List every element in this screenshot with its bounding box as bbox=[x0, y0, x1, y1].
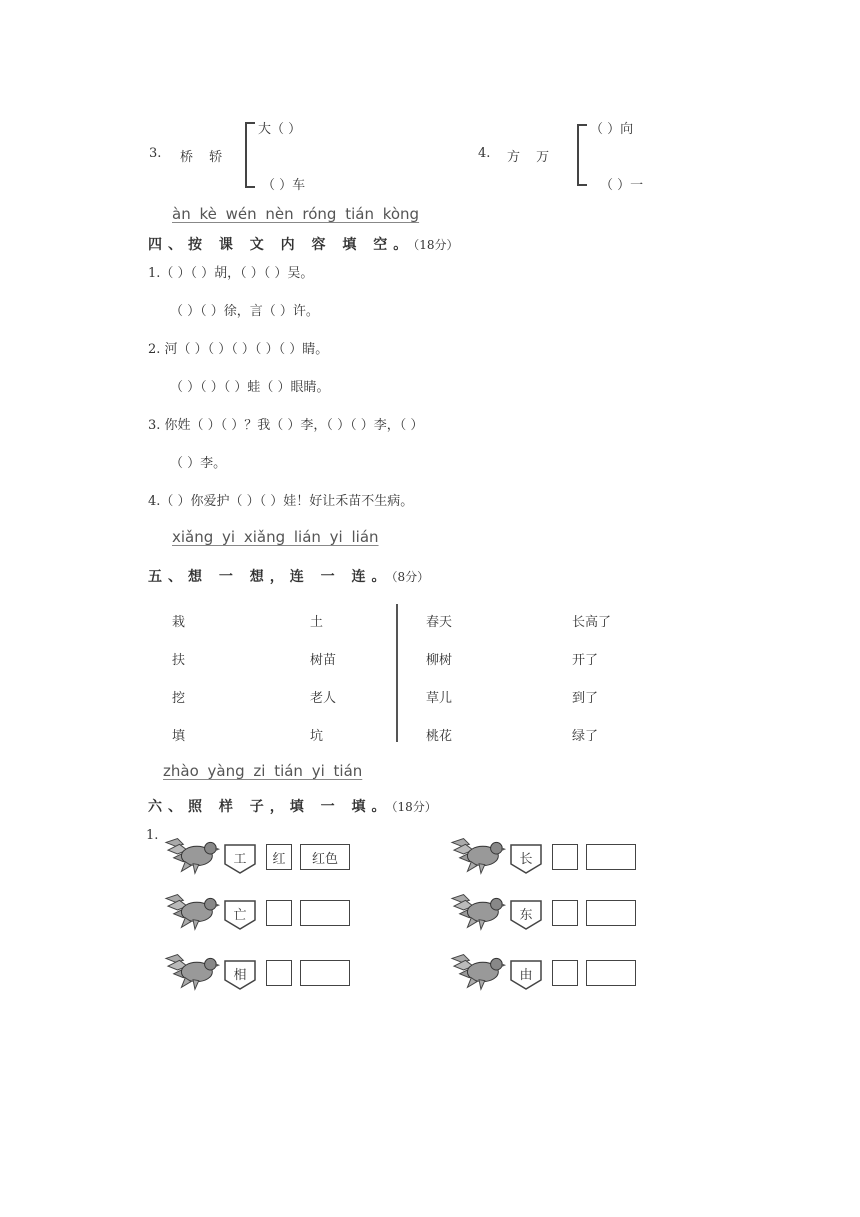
bracket-top-line: 大（ ） bbox=[258, 122, 302, 137]
section4-title bbox=[148, 234, 459, 254]
match-item-col3: 春天 bbox=[426, 615, 453, 630]
bird-icon bbox=[164, 948, 222, 992]
answer-box-word[interactable] bbox=[586, 900, 636, 926]
answer-box-word[interactable] bbox=[300, 960, 350, 986]
bird-icon bbox=[164, 832, 222, 876]
match-item-col1: 扶 bbox=[172, 653, 186, 668]
section-points: （18分） bbox=[391, 800, 437, 814]
bracket-bottom-line: （ ）车 bbox=[262, 178, 306, 193]
answer-box-word[interactable]: 红色 bbox=[300, 844, 350, 870]
bracket-bottom-line: （ ）一 bbox=[600, 178, 644, 193]
match-item-col1: 填 bbox=[172, 729, 186, 744]
match-item-col2: 老人 bbox=[310, 691, 337, 706]
match-item-col4: 开了 bbox=[572, 653, 599, 668]
question-number: 4. bbox=[478, 146, 491, 161]
answer-box-word[interactable] bbox=[586, 844, 636, 870]
answer-box-char[interactable] bbox=[552, 844, 578, 870]
section-points: （8分） bbox=[391, 570, 430, 584]
section5-title bbox=[148, 566, 429, 586]
match-item-col1: 挖 bbox=[172, 691, 186, 706]
section-points: （18分） bbox=[413, 238, 459, 252]
bird-icon bbox=[450, 948, 508, 992]
house-char: 亡 bbox=[233, 908, 247, 923]
fill-line: （ ）（ ）徐，言（ ）许。 bbox=[170, 304, 319, 319]
answer-box-word[interactable] bbox=[586, 960, 636, 986]
section6-title bbox=[148, 796, 437, 816]
match-item-col2: 坑 bbox=[310, 729, 324, 744]
match-item-col4: 到了 bbox=[572, 691, 599, 706]
bird-icon bbox=[164, 888, 222, 932]
answer-box-word[interactable] bbox=[300, 900, 350, 926]
bird-icon bbox=[450, 832, 508, 876]
match-item-col3: 柳树 bbox=[426, 653, 453, 668]
house-char: 长 bbox=[519, 852, 533, 867]
answer-box-char[interactable] bbox=[552, 900, 578, 926]
curly-bracket bbox=[245, 122, 255, 188]
house-char: 东 bbox=[519, 908, 533, 923]
house-char: 相 bbox=[233, 968, 247, 983]
answer-box-char[interactable]: 红 bbox=[266, 844, 292, 870]
answer-box-char[interactable] bbox=[266, 900, 292, 926]
question-chars: 方 万 bbox=[507, 150, 556, 165]
question-number: 3. bbox=[149, 146, 162, 161]
answer-box-char[interactable] bbox=[552, 960, 578, 986]
section6-pinyin: zhào yàng zi tián yi tián bbox=[163, 762, 363, 780]
fill-line: 2. 河（ ）（ ）（ ）（ ）（ ）睛。 bbox=[148, 342, 329, 357]
match-item-col3: 桃花 bbox=[426, 729, 453, 744]
section5-pinyin: xiǎng yi xiǎng lián yi lián bbox=[172, 528, 379, 546]
question-chars: 桥 轿 bbox=[180, 150, 229, 165]
curly-bracket bbox=[577, 124, 587, 186]
section-title-text: 五、想 一 想，连 一 连。 bbox=[148, 569, 392, 585]
match-item-col4: 长高了 bbox=[572, 615, 612, 630]
bird-icon bbox=[450, 888, 508, 932]
bracket-top-line: （ ）向 bbox=[590, 122, 634, 137]
fill-line: 1.（ ）（ ）胡，（ ）（ ）吴。 bbox=[148, 266, 314, 281]
match-item-col1: 栽 bbox=[172, 615, 186, 630]
match-item-col3: 草儿 bbox=[426, 691, 453, 706]
house-char: 工 bbox=[233, 852, 247, 867]
divider-line bbox=[396, 604, 398, 742]
fill-line: （ ）李。 bbox=[170, 456, 227, 471]
house-char: 由 bbox=[519, 968, 533, 983]
section-title-text: 四、按 课 文 内 容 填 空。 bbox=[148, 237, 414, 253]
fill-line: 3. 你姓（ ）（ ）？我（ ）李，（ ）（ ）李，（ ） bbox=[148, 418, 424, 433]
match-item-col2: 树苗 bbox=[310, 653, 337, 668]
match-item-col4: 绿了 bbox=[572, 729, 599, 744]
answer-box-char[interactable] bbox=[266, 960, 292, 986]
fill-line: （ ）（ ）（ ）蛙（ ）眼睛。 bbox=[170, 380, 330, 395]
section4-pinyin: àn kè wén nèn róng tián kòng bbox=[172, 205, 420, 223]
fill-line: 4.（ ）你爱护（ ）（ ）娃！好让禾苗不生病。 bbox=[148, 494, 414, 509]
question-number: 1. bbox=[146, 828, 159, 843]
match-item-col2: 土 bbox=[310, 615, 324, 630]
section-title-text: 六、照 样 子，填 一 填。 bbox=[148, 799, 392, 815]
